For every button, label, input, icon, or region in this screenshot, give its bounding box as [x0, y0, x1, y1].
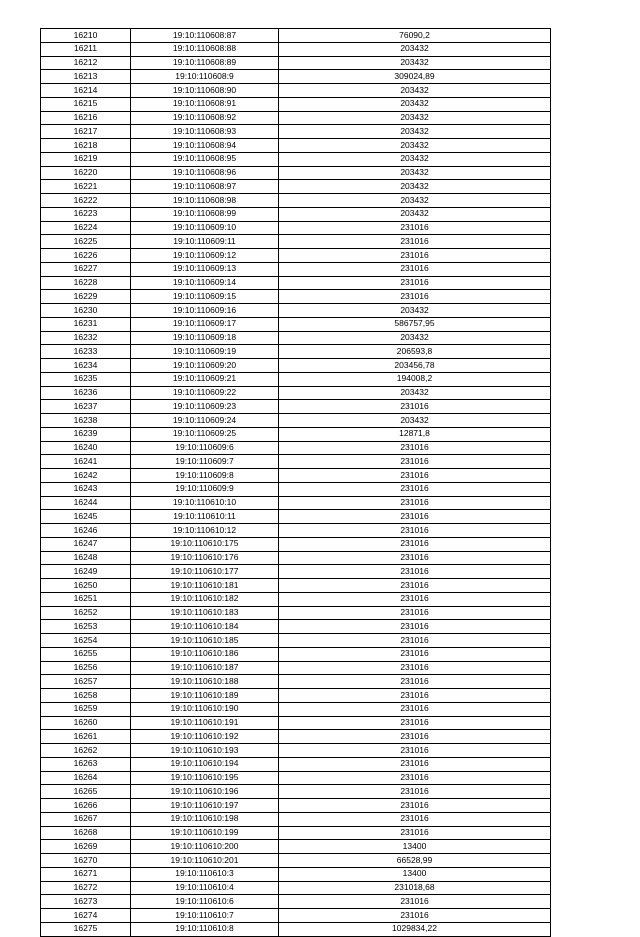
value-cell: 231016 — [279, 221, 551, 235]
cadastral-number-cell: 19:10:110610:184 — [131, 620, 279, 634]
row-number-cell: 16227 — [41, 262, 131, 276]
cadastral-number-cell: 19:10:110610:189 — [131, 689, 279, 703]
table-row — [41, 125, 551, 139]
cadastral-number-cell: 19:10:110610:11 — [131, 510, 279, 524]
cadastral-number-cell: 19:10:110609:14 — [131, 276, 279, 290]
value-cell: 203432 — [279, 207, 551, 221]
row-number-cell: 16242 — [41, 469, 131, 483]
value-cell: 66528,99 — [279, 854, 551, 868]
row-number-cell: 16216 — [41, 111, 131, 125]
row-number-cell: 16211 — [41, 42, 131, 56]
table-row — [41, 840, 551, 854]
row-number-cell: 16244 — [41, 496, 131, 510]
cadastral-number-cell: 19:10:110609:23 — [131, 400, 279, 414]
row-number-cell: 16231 — [41, 317, 131, 331]
value-cell: 206593,8 — [279, 345, 551, 359]
table-row — [41, 359, 551, 373]
table-row — [41, 84, 551, 98]
cadastral-number-cell: 19:10:110610:198 — [131, 812, 279, 826]
value-cell: 231016 — [279, 455, 551, 469]
value-cell: 203432 — [279, 152, 551, 166]
table-row — [41, 441, 551, 455]
value-cell: 203432 — [279, 180, 551, 194]
row-number-cell: 16218 — [41, 139, 131, 153]
row-number-cell: 16238 — [41, 414, 131, 428]
row-number-cell: 16252 — [41, 606, 131, 620]
value-cell: 231016 — [279, 592, 551, 606]
cadastral-number-cell: 19:10:110608:9 — [131, 70, 279, 84]
value-cell: 203432 — [279, 111, 551, 125]
cadastral-number-cell: 19:10:110609:11 — [131, 235, 279, 249]
table-row — [41, 675, 551, 689]
value-cell: 231016 — [279, 606, 551, 620]
value-cell: 586757,95 — [279, 317, 551, 331]
table-row — [41, 262, 551, 276]
row-number-cell: 16239 — [41, 427, 131, 441]
value-cell: 231016 — [279, 551, 551, 565]
value-cell: 203432 — [279, 166, 551, 180]
cadastral-number-cell: 19:10:110609:20 — [131, 359, 279, 373]
table-row — [41, 56, 551, 70]
cadastral-number-cell: 19:10:110610:3 — [131, 867, 279, 881]
value-cell: 231016 — [279, 235, 551, 249]
cadastral-number-cell: 19:10:110610:8 — [131, 922, 279, 936]
row-number-cell: 16251 — [41, 592, 131, 606]
cadastral-number-cell: 19:10:110608:91 — [131, 97, 279, 111]
table-row — [41, 111, 551, 125]
cadastral-number-cell: 19:10:110609:18 — [131, 331, 279, 345]
table-row — [41, 152, 551, 166]
row-number-cell: 16219 — [41, 152, 131, 166]
table-row — [41, 276, 551, 290]
table-row — [41, 249, 551, 263]
value-cell: 203432 — [279, 42, 551, 56]
cadastral-number-cell: 19:10:110608:87 — [131, 29, 279, 43]
table-row — [41, 551, 551, 565]
table-row — [41, 922, 551, 936]
table-row — [41, 221, 551, 235]
value-cell: 231016 — [279, 510, 551, 524]
row-number-cell: 16241 — [41, 455, 131, 469]
value-cell: 12871,8 — [279, 427, 551, 441]
value-cell: 231016 — [279, 565, 551, 579]
row-number-cell: 16230 — [41, 304, 131, 318]
table-row — [41, 661, 551, 675]
row-number-cell: 16270 — [41, 854, 131, 868]
value-cell: 203432 — [279, 84, 551, 98]
value-cell: 76090,2 — [279, 29, 551, 43]
table-row — [41, 290, 551, 304]
table-row — [41, 565, 551, 579]
value-cell: 203456,78 — [279, 359, 551, 373]
row-number-cell: 16245 — [41, 510, 131, 524]
table-row — [41, 235, 551, 249]
table-row — [41, 97, 551, 111]
row-number-cell: 16233 — [41, 345, 131, 359]
cadastral-number-cell: 19:10:110609:16 — [131, 304, 279, 318]
row-number-cell: 16263 — [41, 757, 131, 771]
row-number-cell: 16257 — [41, 675, 131, 689]
table-row — [41, 331, 551, 345]
value-cell: 231016 — [279, 262, 551, 276]
cadastral-number-cell: 19:10:110609:22 — [131, 386, 279, 400]
table-row — [41, 702, 551, 716]
value-cell: 1029834,22 — [279, 922, 551, 936]
table-row — [41, 469, 551, 483]
cadastral-number-cell: 19:10:110608:92 — [131, 111, 279, 125]
row-number-cell: 16234 — [41, 359, 131, 373]
value-cell: 231016 — [279, 757, 551, 771]
value-cell: 203432 — [279, 97, 551, 111]
row-number-cell: 16225 — [41, 235, 131, 249]
table-row — [41, 881, 551, 895]
cadastral-number-cell: 19:10:110608:96 — [131, 166, 279, 180]
row-number-cell: 16213 — [41, 70, 131, 84]
cadastral-number-cell: 19:10:110610:200 — [131, 840, 279, 854]
value-cell: 203432 — [279, 56, 551, 70]
table-row — [41, 207, 551, 221]
table-row — [41, 496, 551, 510]
cadastral-number-cell: 19:10:110608:90 — [131, 84, 279, 98]
row-number-cell: 16246 — [41, 524, 131, 538]
value-cell: 231016 — [279, 441, 551, 455]
row-number-cell: 16247 — [41, 537, 131, 551]
cadastral-number-cell: 19:10:110609:17 — [131, 317, 279, 331]
row-number-cell: 16255 — [41, 647, 131, 661]
row-number-cell: 16258 — [41, 689, 131, 703]
table-row — [41, 386, 551, 400]
row-number-cell: 16271 — [41, 867, 131, 881]
cadastral-number-cell: 19:10:110610:7 — [131, 909, 279, 923]
cadastral-number-cell: 19:10:110609:7 — [131, 455, 279, 469]
row-number-cell: 16235 — [41, 372, 131, 386]
cadastral-number-cell: 19:10:110608:99 — [131, 207, 279, 221]
row-number-cell: 16232 — [41, 331, 131, 345]
cadastral-number-cell: 19:10:110610:10 — [131, 496, 279, 510]
table-row — [41, 345, 551, 359]
row-number-cell: 16265 — [41, 785, 131, 799]
value-cell: 231016 — [279, 771, 551, 785]
table-row — [41, 757, 551, 771]
value-cell: 203432 — [279, 386, 551, 400]
row-number-cell: 16256 — [41, 661, 131, 675]
value-cell: 231016 — [279, 537, 551, 551]
row-number-cell: 16260 — [41, 716, 131, 730]
row-number-cell: 16228 — [41, 276, 131, 290]
row-number-cell: 16226 — [41, 249, 131, 263]
value-cell: 231016 — [279, 276, 551, 290]
table-row — [41, 579, 551, 593]
cadastral-number-cell: 19:10:110609:21 — [131, 372, 279, 386]
table-row — [41, 427, 551, 441]
cadastral-number-cell: 19:10:110609:10 — [131, 221, 279, 235]
cadastral-number-cell: 19:10:110610:192 — [131, 730, 279, 744]
value-cell: 231016 — [279, 799, 551, 813]
cadastral-number-cell: 19:10:110610:175 — [131, 537, 279, 551]
row-number-cell: 16275 — [41, 922, 131, 936]
row-number-cell: 16269 — [41, 840, 131, 854]
value-cell: 231016 — [279, 826, 551, 840]
value-cell: 231016 — [279, 744, 551, 758]
row-number-cell: 16236 — [41, 386, 131, 400]
value-cell: 203432 — [279, 331, 551, 345]
row-number-cell: 16217 — [41, 125, 131, 139]
table-row — [41, 372, 551, 386]
table-row — [41, 730, 551, 744]
table-row — [41, 455, 551, 469]
cadastral-number-cell: 19:10:110609:25 — [131, 427, 279, 441]
table-body — [41, 29, 551, 937]
value-cell: 13400 — [279, 840, 551, 854]
row-number-cell: 16264 — [41, 771, 131, 785]
table-row — [41, 70, 551, 84]
row-number-cell: 16212 — [41, 56, 131, 70]
cadastral-number-cell: 19:10:110609:12 — [131, 249, 279, 263]
row-number-cell: 16267 — [41, 812, 131, 826]
row-number-cell: 16261 — [41, 730, 131, 744]
table-row — [41, 42, 551, 56]
table-row — [41, 854, 551, 868]
table-row — [41, 166, 551, 180]
cadastral-number-cell: 19:10:110610:186 — [131, 647, 279, 661]
table-row — [41, 744, 551, 758]
table-row — [41, 180, 551, 194]
cadastral-number-cell: 19:10:110608:93 — [131, 125, 279, 139]
value-cell: 231016 — [279, 579, 551, 593]
table-row — [41, 647, 551, 661]
cadastral-number-cell: 19:10:110610:183 — [131, 606, 279, 620]
value-cell: 231016 — [279, 689, 551, 703]
table-row — [41, 510, 551, 524]
value-cell: 231016 — [279, 730, 551, 744]
value-cell: 309024,89 — [279, 70, 551, 84]
table-row — [41, 634, 551, 648]
value-cell: 231018,68 — [279, 881, 551, 895]
table-row — [41, 414, 551, 428]
cadastral-number-cell: 19:10:110610:177 — [131, 565, 279, 579]
row-number-cell: 16229 — [41, 290, 131, 304]
cadastral-number-cell: 19:10:110608:88 — [131, 42, 279, 56]
value-cell: 231016 — [279, 400, 551, 414]
row-number-cell: 16220 — [41, 166, 131, 180]
table-row — [41, 909, 551, 923]
table-row — [41, 812, 551, 826]
cadastral-number-cell: 19:10:110610:190 — [131, 702, 279, 716]
cadastral-number-cell: 19:10:110610:201 — [131, 854, 279, 868]
row-number-cell: 16262 — [41, 744, 131, 758]
row-number-cell: 16253 — [41, 620, 131, 634]
value-cell: 231016 — [279, 496, 551, 510]
row-number-cell: 16249 — [41, 565, 131, 579]
row-number-cell: 16254 — [41, 634, 131, 648]
table-row — [41, 317, 551, 331]
cadastral-number-cell: 19:10:110610:182 — [131, 592, 279, 606]
cadastral-number-cell: 19:10:110610:191 — [131, 716, 279, 730]
cadastral-number-cell: 19:10:110610:185 — [131, 634, 279, 648]
value-cell: 231016 — [279, 620, 551, 634]
table-row — [41, 799, 551, 813]
value-cell: 231016 — [279, 524, 551, 538]
cadastral-number-cell: 19:10:110610:12 — [131, 524, 279, 538]
table-row — [41, 620, 551, 634]
value-cell: 203432 — [279, 125, 551, 139]
cadastral-number-cell: 19:10:110609:19 — [131, 345, 279, 359]
cadastral-number-cell: 19:10:110608:95 — [131, 152, 279, 166]
value-cell: 231016 — [279, 482, 551, 496]
value-cell: 231016 — [279, 895, 551, 909]
value-cell: 203432 — [279, 414, 551, 428]
table-row — [41, 771, 551, 785]
table-row — [41, 785, 551, 799]
value-cell: 203432 — [279, 194, 551, 208]
table-row — [41, 689, 551, 703]
table-row — [41, 524, 551, 538]
row-number-cell: 16266 — [41, 799, 131, 813]
cadastral-number-cell: 19:10:110609:13 — [131, 262, 279, 276]
value-cell: 231016 — [279, 716, 551, 730]
table-row — [41, 895, 551, 909]
cadastral-number-cell: 19:10:110609:15 — [131, 290, 279, 304]
value-cell: 231016 — [279, 675, 551, 689]
cadastral-number-cell: 19:10:110608:89 — [131, 56, 279, 70]
cadastral-number-cell: 19:10:110610:197 — [131, 799, 279, 813]
cadastral-number-cell: 19:10:110609:9 — [131, 482, 279, 496]
value-cell: 231016 — [279, 647, 551, 661]
row-number-cell: 16259 — [41, 702, 131, 716]
row-number-cell: 16222 — [41, 194, 131, 208]
table-row — [41, 592, 551, 606]
table-row — [41, 606, 551, 620]
cadastral-number-cell: 19:10:110610:176 — [131, 551, 279, 565]
value-cell: 203432 — [279, 304, 551, 318]
value-cell: 194008,2 — [279, 372, 551, 386]
cadastral-number-cell: 19:10:110610:194 — [131, 757, 279, 771]
table-row — [41, 826, 551, 840]
value-cell: 203432 — [279, 139, 551, 153]
cadastral-number-cell: 19:10:110610:199 — [131, 826, 279, 840]
value-cell: 231016 — [279, 634, 551, 648]
table-row — [41, 867, 551, 881]
value-cell: 231016 — [279, 812, 551, 826]
row-number-cell: 16250 — [41, 579, 131, 593]
cadastral-number-cell: 19:10:110608:97 — [131, 180, 279, 194]
cadastral-number-cell: 19:10:110610:187 — [131, 661, 279, 675]
cadastral-number-cell: 19:10:110610:4 — [131, 881, 279, 895]
table-row — [41, 482, 551, 496]
table-row — [41, 304, 551, 318]
row-number-cell: 16273 — [41, 895, 131, 909]
cadastral-number-cell: 19:10:110609:8 — [131, 469, 279, 483]
value-cell: 13400 — [279, 867, 551, 881]
table-row — [41, 29, 551, 43]
table-row — [41, 194, 551, 208]
table-row — [41, 537, 551, 551]
row-number-cell: 16214 — [41, 84, 131, 98]
table-row — [41, 716, 551, 730]
table-row — [41, 400, 551, 414]
cadastral-number-cell: 19:10:110609:24 — [131, 414, 279, 428]
value-cell: 231016 — [279, 249, 551, 263]
cadastral-number-cell: 19:10:110610:195 — [131, 771, 279, 785]
value-cell: 231016 — [279, 661, 551, 675]
cadastral-number-cell: 19:10:110610:188 — [131, 675, 279, 689]
value-cell: 231016 — [279, 469, 551, 483]
row-number-cell: 16272 — [41, 881, 131, 895]
data-table — [40, 28, 551, 937]
row-number-cell: 16237 — [41, 400, 131, 414]
row-number-cell: 16224 — [41, 221, 131, 235]
value-cell: 231016 — [279, 290, 551, 304]
row-number-cell: 16268 — [41, 826, 131, 840]
cadastral-number-cell: 19:10:110608:94 — [131, 139, 279, 153]
row-number-cell: 16210 — [41, 29, 131, 43]
cadastral-number-cell: 19:10:110610:193 — [131, 744, 279, 758]
cadastral-number-cell: 19:10:110610:196 — [131, 785, 279, 799]
cadastral-number-cell: 19:10:110609:6 — [131, 441, 279, 455]
row-number-cell: 16243 — [41, 482, 131, 496]
table-row — [41, 139, 551, 153]
value-cell: 231016 — [279, 785, 551, 799]
row-number-cell: 16223 — [41, 207, 131, 221]
value-cell: 231016 — [279, 702, 551, 716]
value-cell: 231016 — [279, 909, 551, 923]
cadastral-number-cell: 19:10:110608:98 — [131, 194, 279, 208]
row-number-cell: 16240 — [41, 441, 131, 455]
row-number-cell: 16215 — [41, 97, 131, 111]
row-number-cell: 16221 — [41, 180, 131, 194]
row-number-cell: 16274 — [41, 909, 131, 923]
cadastral-number-cell: 19:10:110610:181 — [131, 579, 279, 593]
cadastral-number-cell: 19:10:110610:6 — [131, 895, 279, 909]
row-number-cell: 16248 — [41, 551, 131, 565]
